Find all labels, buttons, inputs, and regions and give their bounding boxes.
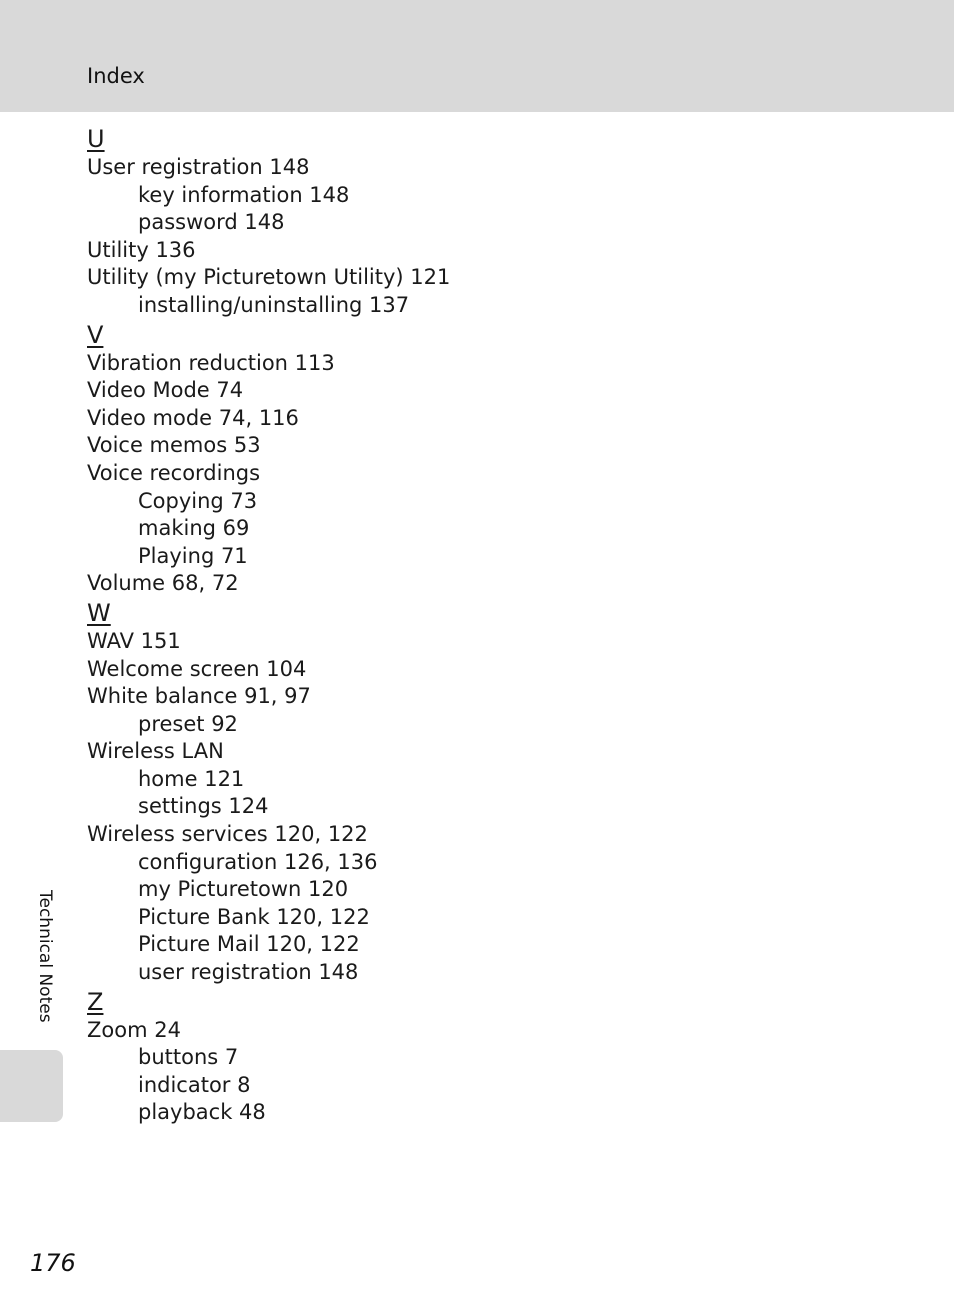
section-letter: U xyxy=(87,125,105,153)
index-subentry: Playing 71 xyxy=(138,543,248,568)
index-subentry: home 121 xyxy=(138,766,245,791)
index-section-v xyxy=(87,320,787,598)
index-subentry: Picture Mail 120, 122 xyxy=(138,932,360,957)
index-subentry: buttons 7 xyxy=(138,1045,239,1070)
index-subentry: Copying 73 xyxy=(138,488,258,513)
index-entry: Zoom 24 xyxy=(87,1017,181,1042)
index-entry: Volume 68, 72 xyxy=(87,571,239,596)
index-section-w xyxy=(87,598,787,987)
index-entry: WAV 151 xyxy=(87,628,181,653)
index-subentry: Picture Bank 120, 122 xyxy=(138,904,370,929)
index-subentry: playback 48 xyxy=(138,1100,266,1125)
index-subentry: password 148 xyxy=(138,210,285,235)
index-list xyxy=(87,124,787,1127)
page-number: 176 xyxy=(30,1249,76,1277)
header-title: Index xyxy=(87,64,145,88)
index-entry: Utility 136 xyxy=(87,237,196,262)
index-entry: Video mode 74, 116 xyxy=(87,405,299,430)
section-letter: Z xyxy=(87,987,104,1016)
index-entry: User registration 148 xyxy=(87,155,310,179)
side-tab xyxy=(0,1050,63,1122)
index-subentry: settings 124 xyxy=(138,794,269,819)
index-entry: Voice memos 53 xyxy=(87,433,261,458)
index-subentry: installing/uninstalling 137 xyxy=(138,292,410,317)
index-subentry: my Picturetown 120 xyxy=(138,877,349,902)
section-letter: V xyxy=(87,320,104,349)
index-entry: Wireless services 120, 122 xyxy=(87,822,368,847)
index-subentry: preset 92 xyxy=(138,711,238,736)
index-subentry: key information 148 xyxy=(138,182,350,207)
page-header xyxy=(0,0,954,112)
section-letter: W xyxy=(87,598,111,627)
index-entry: White balance 91, 97 xyxy=(87,684,311,709)
index-entry: Welcome screen 104 xyxy=(87,656,307,681)
index-entry: Vibration reduction 113 xyxy=(87,350,335,375)
index-subentry: configuration 126, 136 xyxy=(138,849,378,874)
index-section-z xyxy=(87,987,787,1127)
index-section-u xyxy=(87,124,787,320)
index-entry: Wireless LAN xyxy=(87,739,224,764)
index-entry: Voice recordings xyxy=(87,460,261,485)
side-tab-label: Technical Notes xyxy=(35,890,55,1023)
index-subentry: indicator 8 xyxy=(138,1072,251,1097)
index-subentry: making 69 xyxy=(138,516,250,541)
index-entry: Utility (my Picturetown Utility) 121 xyxy=(87,265,451,290)
index-entry: Video Mode 74 xyxy=(87,378,244,403)
index-subentry: user registration 148 xyxy=(138,960,359,985)
